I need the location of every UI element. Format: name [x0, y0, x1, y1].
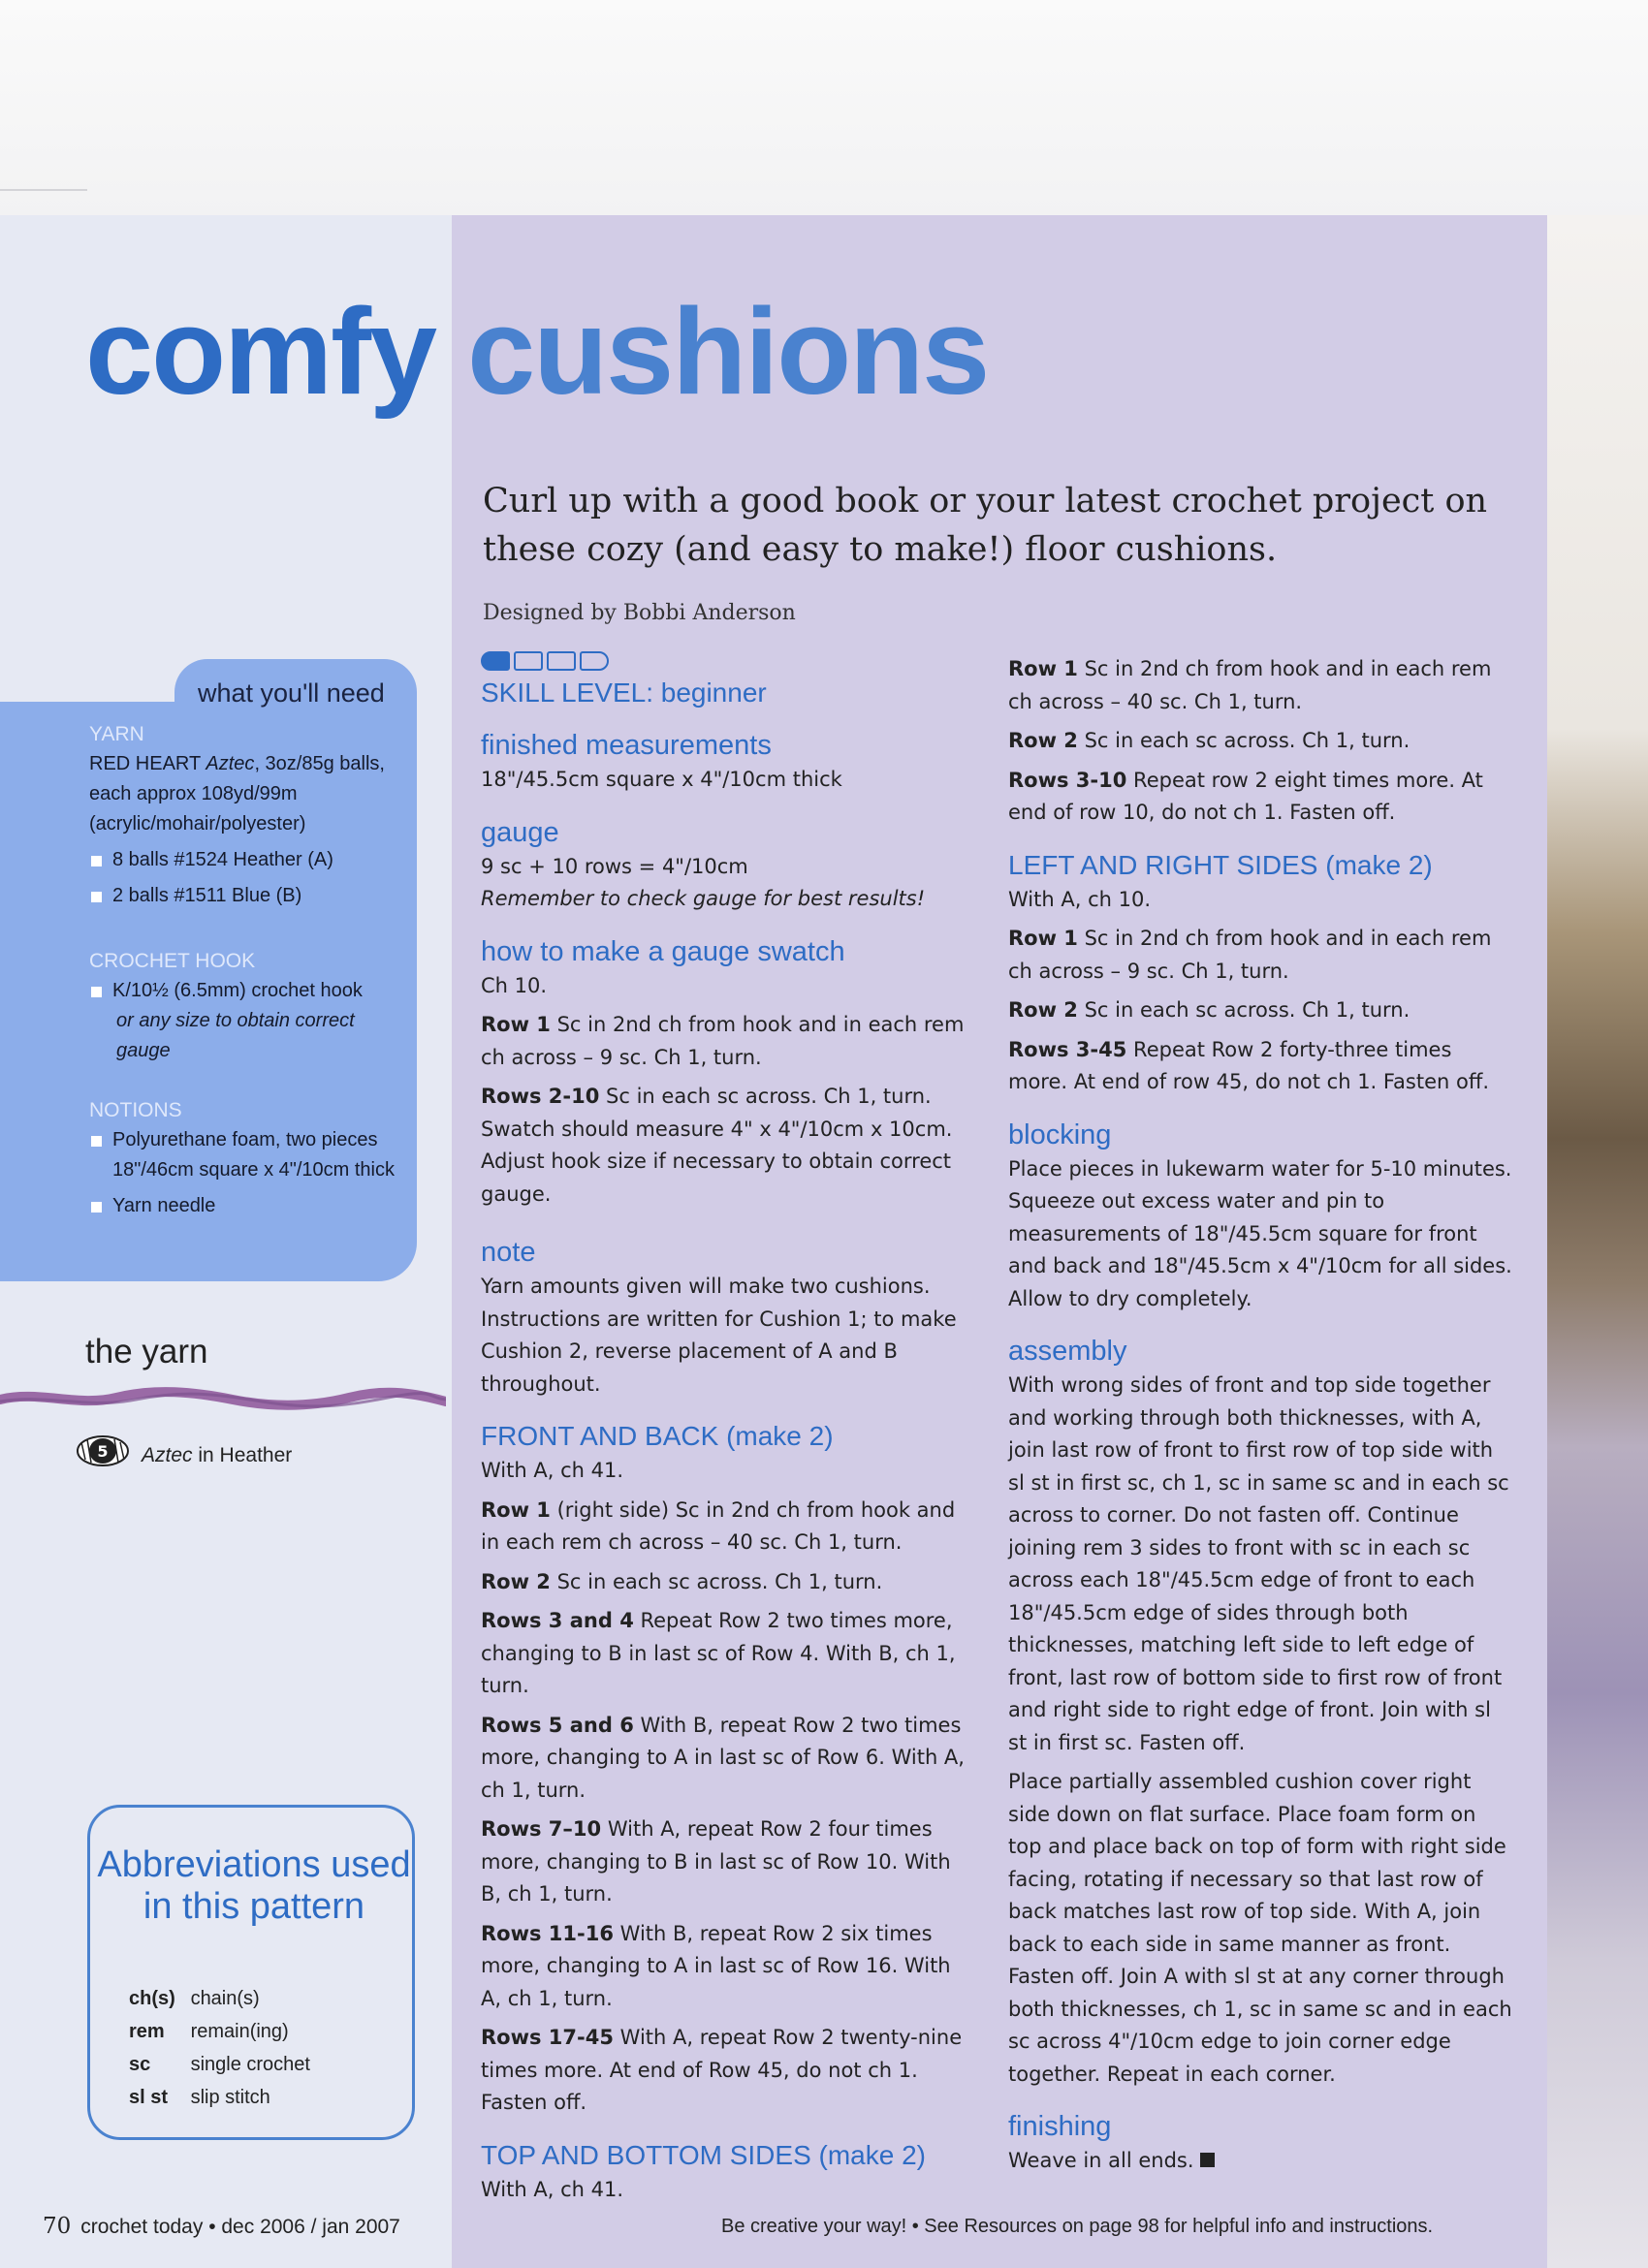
- page-title: [85, 283, 989, 420]
- row-label: Rows 3-10: [1008, 768, 1127, 792]
- gauge-text: 9 sc + 10 rows = 4"/10cm: [481, 854, 748, 878]
- row-text: With B, repeat Row 2 two times more, changing to A in last sc of Row 6. With A, ch 1, turn.: [481, 1713, 965, 1802]
- end-mark-icon: [1200, 2153, 1215, 2167]
- hook-category: CROCHET HOOK: [89, 950, 256, 972]
- row-text: Sc in each sc across. Ch 1, turn.: [1077, 998, 1410, 1022]
- yarn-weight-number: 5: [97, 1442, 109, 1461]
- row-label: Rows 17-45: [481, 2026, 614, 2049]
- yarn-color: in Heather: [192, 1444, 293, 1466]
- row-label: Row 1: [481, 1013, 551, 1036]
- abbreviation-row: [129, 1982, 310, 2015]
- page-number: 70: [43, 2214, 72, 2239]
- skill-level-icon: [481, 651, 975, 671]
- note-heading: note: [481, 1237, 536, 1268]
- swatch-start: Ch 10.: [481, 973, 548, 997]
- footer-right: Be creative your way! • See Resources on page 98 for helpful info and instructions.: [721, 2216, 1434, 2237]
- row-text: With A, repeat Row 2 twenty-nine times more. At end of Row 45, do not ch 1. Fasten off.: [481, 2026, 963, 2114]
- blocking-heading: blocking: [1008, 1118, 1112, 1150]
- pattern-row: [481, 1495, 975, 1559]
- cushion-photo: [1547, 215, 1648, 2268]
- materials-list: [89, 719, 409, 1221]
- hook-note: or any size to obtain correct gauge: [116, 1010, 355, 1061]
- yarn-description: [89, 749, 409, 839]
- row-text: Sc in 2nd ch from hook and in each rem ch across – 9 sc. Ch 1, turn.: [481, 1013, 965, 1069]
- pattern-row: [481, 2022, 975, 2120]
- swatch-heading: how to make a gauge swatch: [481, 935, 845, 967]
- abbreviation: sl st: [129, 2087, 169, 2108]
- row-text: Sc in each sc across. Ch 1, turn.: [1077, 729, 1410, 752]
- yarn-item: 2 balls #1511 Blue (B): [89, 881, 409, 911]
- front-back-heading: FRONT AND BACK (make 2): [481, 1421, 834, 1451]
- intro-text: Curl up with a good book or your latest crochet project on these cozy (and easy to make!) floor cushions.: [483, 482, 1488, 569]
- row-text: With A, repeat Row 2 four times more, changing to B in last sc of Row 10. With B, ch 1, turn.: [481, 1817, 951, 1906]
- left-right-heading: LEFT AND RIGHT SIDES (make 2): [1008, 849, 1433, 880]
- yarn-line: Aztec: [206, 753, 255, 774]
- yarn-item: 8 balls #1524 Heather (A): [89, 845, 409, 875]
- abbreviations-title: Abbreviations used in this pattern: [97, 1844, 411, 1927]
- note-text: Yarn amounts given will make two cushions. Instructions are written for Cushion 1; to make Cushion 2, reverse placement of A and B throughout.: [481, 1275, 957, 1396]
- assembly-text: Place partially assembled cushion cover right side down on flat surface. Place foam form on top and place back on top of form with right side facing, rotating if necessary so that last row of back matches last row of top side. With A, join back to each side in same manner as front. Fasten off. Join A with sl st at any corner through both thicknesses, ch 1, sc in same sc and in each sc across 4"/10cm edge to join corner edge together. Repeat in each corner.: [1008, 1770, 1512, 2086]
- row-text: Repeat Row 2 forty-three times more. At end of row 45, do not ch 1. Fasten off.: [1008, 1037, 1490, 1093]
- notions-category: NOTIONS: [89, 1099, 182, 1121]
- abbreviation-meaning: chain(s): [190, 1988, 260, 2009]
- row-label: Rows 7–10: [481, 1817, 602, 1841]
- yarn-caption: [142, 1444, 292, 1467]
- row-label: Row 1: [1008, 927, 1078, 950]
- finishing-heading: finishing: [1008, 2111, 1112, 2142]
- top-bottom-start: With A, ch 41.: [481, 2177, 623, 2201]
- gauge-note: Remember to check gauge for best results!: [481, 887, 926, 910]
- yarn-brand: RED HEART: [89, 753, 201, 774]
- row-text: Sc in each sc across. Ch 1, turn.: [550, 1569, 883, 1593]
- pattern-row: [1008, 765, 1512, 830]
- abbreviations-list: [129, 1982, 310, 2114]
- row-label: Rows 3 and 4: [481, 1609, 634, 1632]
- hook-item: K/10½ (6.5mm) crochet hook: [89, 976, 409, 1006]
- pattern-row: [1008, 923, 1512, 988]
- yarn-heading: the yarn: [85, 1333, 208, 1370]
- abbreviation-meaning: remain(ing): [190, 2021, 289, 2042]
- notion-item: Polyurethane foam, two pieces 18"/46cm square x 4"/10cm thick: [89, 1125, 409, 1185]
- top-bottom-heading: TOP AND BOTTOM SIDES (make 2): [481, 2139, 926, 2170]
- pattern-row: [481, 1813, 975, 1911]
- row-text: Sc in 2nd ch from hook and in each rem ch across – 40 sc. Ch 1, turn.: [1008, 657, 1492, 713]
- skill-level: SKILL LEVEL: beginner: [481, 677, 767, 708]
- yarn-weight-icon: [76, 1434, 130, 1467]
- row-label: Row 2: [481, 1569, 551, 1593]
- yarn-name: Aztec: [142, 1444, 193, 1466]
- assembly-text: With wrong sides of front and top side together and working through both thicknesses, with A, join last row of front to first row of top side with sl st in first sc, ch 1, sc in same sc and in each sc across to corner. Do not fasten off. Continue joining rem 3 sides to front with sc in each sc across each 18"/45.5cm edge of front to each 18"/45.5cm edge of sides through both thicknesses, matching left side to left edge of front, last row of bottom side to first row of front and right side to right edge of front. Join with sl st in first sc. Fasten off.: [1008, 1373, 1509, 1754]
- front-back-start: With A, ch 41.: [481, 1459, 623, 1482]
- finished-text: 18"/45.5cm square x 4"/10cm thick: [481, 768, 842, 791]
- row-label: Rows 11-16: [481, 1921, 614, 1945]
- abbreviations-box: [87, 1805, 415, 2140]
- notion-item: Yarn needle: [89, 1191, 409, 1221]
- row-label: Rows 5 and 6: [481, 1713, 634, 1737]
- abbreviation: sc: [129, 2054, 151, 2075]
- footer-left: [43, 2214, 400, 2239]
- designer-credit: Designed by Bobbi Anderson: [483, 601, 796, 625]
- row-label: Row 2: [1008, 998, 1078, 1022]
- row-label: Row 2: [1008, 729, 1078, 752]
- abbreviation: rem: [129, 2021, 165, 2042]
- pattern-row: [1008, 1034, 1512, 1099]
- assembly-heading: assembly: [1008, 1336, 1127, 1367]
- left-right-start: With A, ch 10.: [1008, 887, 1151, 911]
- finishing-text: Weave in all ends.: [1008, 2149, 1194, 2172]
- row-label: Rows 2-10: [481, 1085, 600, 1108]
- row-text: (right side) Sc in 2nd ch from hook and in each rem ch across – 40 sc. Ch 1, turn.: [481, 1497, 956, 1554]
- row-text: Sc in 2nd ch from hook and in each rem ch across – 9 sc. Ch 1, turn.: [1008, 927, 1492, 983]
- pattern-row: [481, 1918, 975, 2016]
- materials-heading: what you'll need: [198, 678, 385, 708]
- pattern-row: [1008, 725, 1512, 758]
- row-label: Rows 3-45: [1008, 1037, 1127, 1061]
- abbreviation-meaning: slip stitch: [190, 2087, 270, 2108]
- row-label: Row 1: [1008, 657, 1078, 680]
- abbreviation-row: [129, 2015, 310, 2048]
- title-word-2: cushions: [467, 283, 989, 420]
- finished-heading: finished measurements: [481, 730, 772, 761]
- blocking-text: Place pieces in lukewarm water for 5-10 minutes. Squeeze out excess water and pin to measurements of 18"/45.5cm square for front and back and 18"/45.5cm x 4"/10cm for all sides. Allow to dry completely.: [1008, 1156, 1512, 1310]
- magazine-issue: crochet today • dec 2006 / jan 2007: [80, 2216, 400, 2238]
- scanner-background: [0, 0, 1648, 221]
- row-text: Repeat row 2 eight times more. At end of row 10, do not ch 1. Fasten off.: [1008, 768, 1483, 824]
- yarn-strand-image: [0, 1384, 446, 1413]
- row-label: Row 1: [481, 1497, 551, 1522]
- pattern-row: [481, 1605, 975, 1703]
- row-text: Repeat Row 2 two times more, changing to B in last sc of Row 4. With B, ch 1, turn.: [481, 1609, 956, 1697]
- row-text: With B, repeat Row 2 six times more, changing to A in last sc of Row 16. With A, ch 1, turn.: [481, 1921, 951, 2010]
- finishing-paragraph: [1008, 2145, 1512, 2178]
- swatch-row: [481, 1009, 975, 1074]
- abbreviation-meaning: single crochet: [190, 2054, 310, 2075]
- instructions-column-2: [1008, 653, 1512, 2185]
- title-word-1: comfy: [85, 283, 436, 420]
- abbreviation: ch(s): [129, 1988, 175, 2009]
- pattern-row: [1008, 994, 1512, 1027]
- pattern-row: [481, 1710, 975, 1808]
- pattern-row: [481, 1566, 975, 1599]
- materials-tab: [174, 659, 417, 727]
- swatch-row: [481, 1081, 975, 1211]
- abbreviation-row: [129, 2048, 310, 2081]
- yarn-spec: , 3oz/85g balls, each approx 108yd/99m (acrylic/mohair/polyester): [89, 753, 385, 835]
- instructions-column-1: [481, 651, 975, 2213]
- gauge-heading: gauge: [481, 816, 559, 848]
- abbreviation-row: [129, 2081, 310, 2114]
- row-text: Sc in each sc across. Ch 1, turn. Swatch should measure 4" x 4"/10cm x 10cm. Adjust hook size if necessary to obtain correct gauge.: [481, 1085, 953, 1206]
- yarn-category: YARN: [89, 723, 144, 745]
- pattern-row: [1008, 653, 1512, 718]
